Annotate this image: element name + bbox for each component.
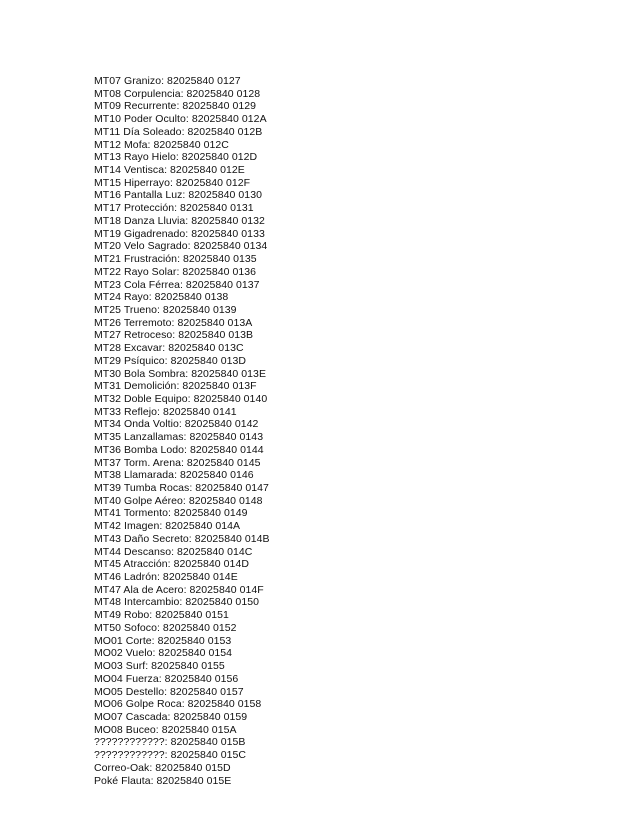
code-line: MT47 Ala de Acero: 82025840 014F (94, 583, 264, 596)
code-line: MT22 Rayo Solar: 82025840 0136 (94, 265, 257, 278)
code-line: MT43 Daño Secreto: 82025840 014B (94, 532, 270, 545)
code-line: MT34 Onda Voltio: 82025840 0142 (94, 418, 259, 431)
code-line: MO07 Cascada: 82025840 0159 (94, 710, 248, 723)
code-line: MT26 Terremoto: 82025840 013A (94, 316, 253, 329)
code-line: MO01 Corte: 82025840 0153 (94, 634, 232, 647)
code-line: MT45 Atracción: 82025840 014D (94, 558, 249, 571)
code-line: MT20 Velo Sagrado: 82025840 0134 (94, 240, 268, 253)
code-line: MT21 Frustración: 82025840 0135 (94, 253, 257, 266)
code-line: MO05 Destello: 82025840 0157 (94, 685, 244, 698)
code-line: MT08 Corpulencia: 82025840 0128 (94, 87, 261, 100)
code-line: MT25 Trueno: 82025840 0139 (94, 303, 237, 316)
code-line: MT29 Psíquico: 82025840 013D (94, 354, 246, 367)
code-line: MT30 Bola Sombra: 82025840 013E (94, 367, 266, 380)
code-line: MT10 Poder Oculto: 82025840 012A (94, 113, 267, 126)
code-line: MO02 Vuelo: 82025840 0154 (94, 647, 233, 660)
code-line: MT36 Bomba Lodo: 82025840 0144 (94, 443, 264, 456)
code-line: MO08 Buceo: 82025840 015A (94, 723, 237, 736)
code-line: MT11 Día Soleado: 82025840 012B (94, 125, 263, 138)
code-line: MT28 Excavar: 82025840 013C (94, 342, 244, 355)
code-line: MT46 Ladrón: 82025840 014E (94, 571, 238, 584)
code-line: MT13 Rayo Hielo: 82025840 012D (94, 151, 258, 164)
code-line: MT19 Gigadrenado: 82025840 0133 (94, 227, 265, 240)
document-page (94, 75, 614, 787)
code-line: MT37 Torm. Arena: 82025840 0145 (94, 456, 261, 469)
code-line: MT14 Ventisca: 82025840 012E (94, 164, 245, 177)
code-line: MT09 Recurrente: 82025840 0129 (94, 100, 257, 113)
code-line: MT17 Protección: 82025840 0131 (94, 202, 254, 215)
code-line: MT44 Descanso: 82025840 014C (94, 545, 253, 558)
code-line: MT27 Retroceso: 82025840 013B (94, 329, 254, 342)
code-line: MO06 Golpe Roca: 82025840 0158 (94, 698, 262, 711)
code-line: MT40 Golpe Aéreo: 82025840 0148 (94, 494, 263, 507)
code-line: MO03 Surf: 82025840 0155 (94, 660, 225, 673)
code-line: MT39 Tumba Rocas: 82025840 0147 (94, 482, 269, 494)
code-line: Poké Flauta: 82025840 015E (94, 774, 232, 787)
code-line: MT42 Imagen: 82025840 014A (94, 520, 241, 533)
code-line: MO04 Fuerza: 82025840 0156 (94, 672, 239, 685)
code-line: ????????????: 82025840 015C (94, 749, 246, 762)
code-line: MT31 Demolición: 82025840 013F (94, 380, 257, 393)
code-line: MT35 Lanzallamas: 82025840 0143 (94, 431, 264, 444)
code-line: MT18 Danza Lluvia: 82025840 0132 (94, 214, 265, 227)
code-line: MT32 Doble Equipo: 82025840 0140 (94, 392, 268, 405)
code-line: MT48 Intercambio: 82025840 0150 (94, 596, 259, 609)
code-line: MT12 Mofa: 82025840 012C (94, 138, 229, 151)
code-line: MT49 Robo: 82025840 0151 (94, 609, 229, 622)
code-line: Correo-Oak: 82025840 015D (94, 761, 231, 774)
code-line: MT41 Tormento: 82025840 0149 (94, 507, 248, 520)
code-line: MT50 Sofoco: 82025840 0152 (94, 621, 237, 634)
code-line: MT38 Llamarada: 82025840 0146 (94, 469, 254, 482)
code-line: MT23 Cola Férrea: 82025840 0137 (94, 278, 260, 291)
code-line: MT16 Pantalla Luz: 82025840 0130 (94, 189, 262, 202)
code-line: MT33 Reflejo: 82025840 0141 (94, 405, 237, 418)
code-line: ????????????: 82025840 015B (94, 736, 246, 749)
code-line: MT24 Rayo: 82025840 0138 (94, 291, 229, 304)
code-line: MT15 Hiperrayo: 82025840 012F (94, 176, 251, 189)
code-line: MT07 Granizo: 82025840 0127 (94, 75, 241, 87)
